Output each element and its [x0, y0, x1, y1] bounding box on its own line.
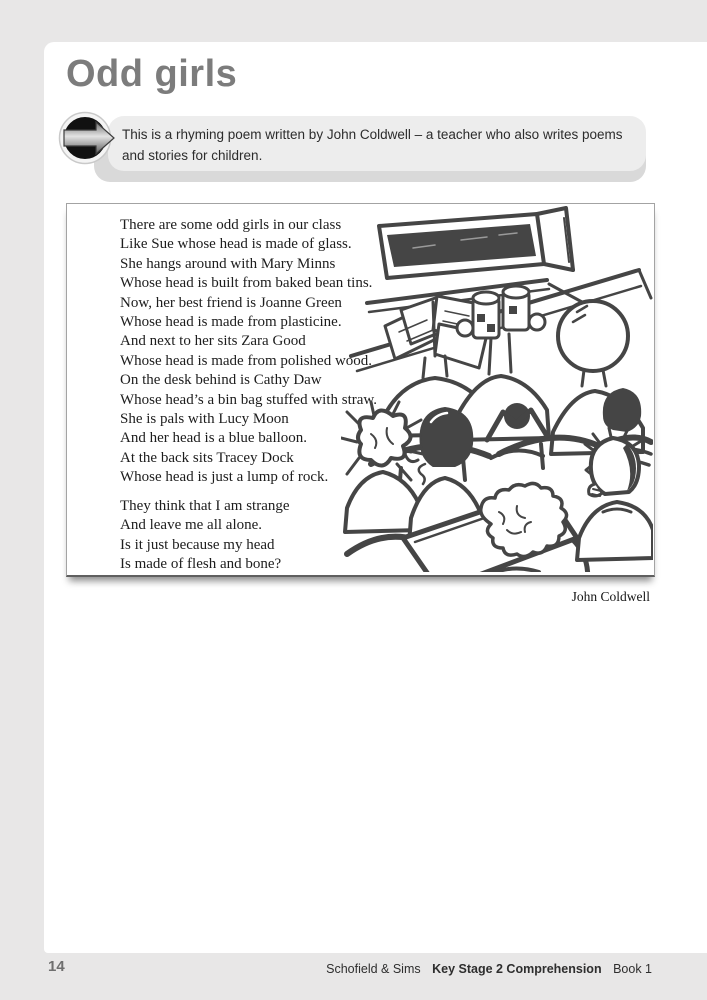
- poem-line: Is it just because my head: [120, 536, 275, 553]
- poem-line: On the desk behind is Cathy Daw: [120, 372, 322, 389]
- poem-text: [120, 216, 377, 574]
- poem-line: She hangs around with Mary Minns: [120, 255, 336, 272]
- poem-line: Whose head is made from polished wood.: [120, 352, 373, 369]
- poem-line: There are some odd girls in our class: [120, 217, 342, 233]
- poem-line: Like Sue whose head is made of glass.: [120, 236, 352, 253]
- poem-line: Now, her best friend is Joanne Green: [120, 294, 342, 311]
- poem-line: And next to her sits Zara Good: [120, 333, 306, 350]
- page-sheet: [44, 42, 707, 953]
- poem-line: She is pals with Lucy Moon: [120, 411, 289, 428]
- poem-line: Is made of flesh and bone?: [120, 555, 282, 572]
- page-number: 14: [48, 958, 65, 975]
- poem-box: [66, 203, 655, 577]
- poem-line: And her head is a blue balloon.: [120, 430, 308, 447]
- footer-imprint: [326, 962, 652, 976]
- footer-publisher: Schofield & Sims: [326, 962, 421, 976]
- footer-book: Book 1: [613, 962, 652, 976]
- poem-line: At the back sits Tracey Dock: [120, 449, 294, 466]
- poem-line: Whose head is built from baked bean tins.: [120, 275, 373, 292]
- poem-line: And leave me all alone.: [120, 517, 263, 534]
- classroom-illustration: [341, 206, 653, 572]
- poem-line: Whose head is made from plasticine.: [120, 314, 342, 331]
- target-arrow-icon: [58, 110, 116, 168]
- poem-line: Whose head’s a bin bag stuffed with straw.: [120, 391, 378, 408]
- poem-line: They think that I am strange: [120, 497, 290, 514]
- poem-line: Whose head is just a lump of rock.: [120, 469, 329, 486]
- intro-text: This is a rhyming poem written by John Coldwell – a teacher who also writes poems and stories for children.: [122, 127, 623, 163]
- intro-callout-box: [108, 116, 646, 171]
- page-title: Odd girls: [66, 53, 238, 95]
- poem-attribution: John Coldwell: [571, 589, 650, 604]
- footer-series: Key Stage 2 Comprehension: [432, 962, 602, 976]
